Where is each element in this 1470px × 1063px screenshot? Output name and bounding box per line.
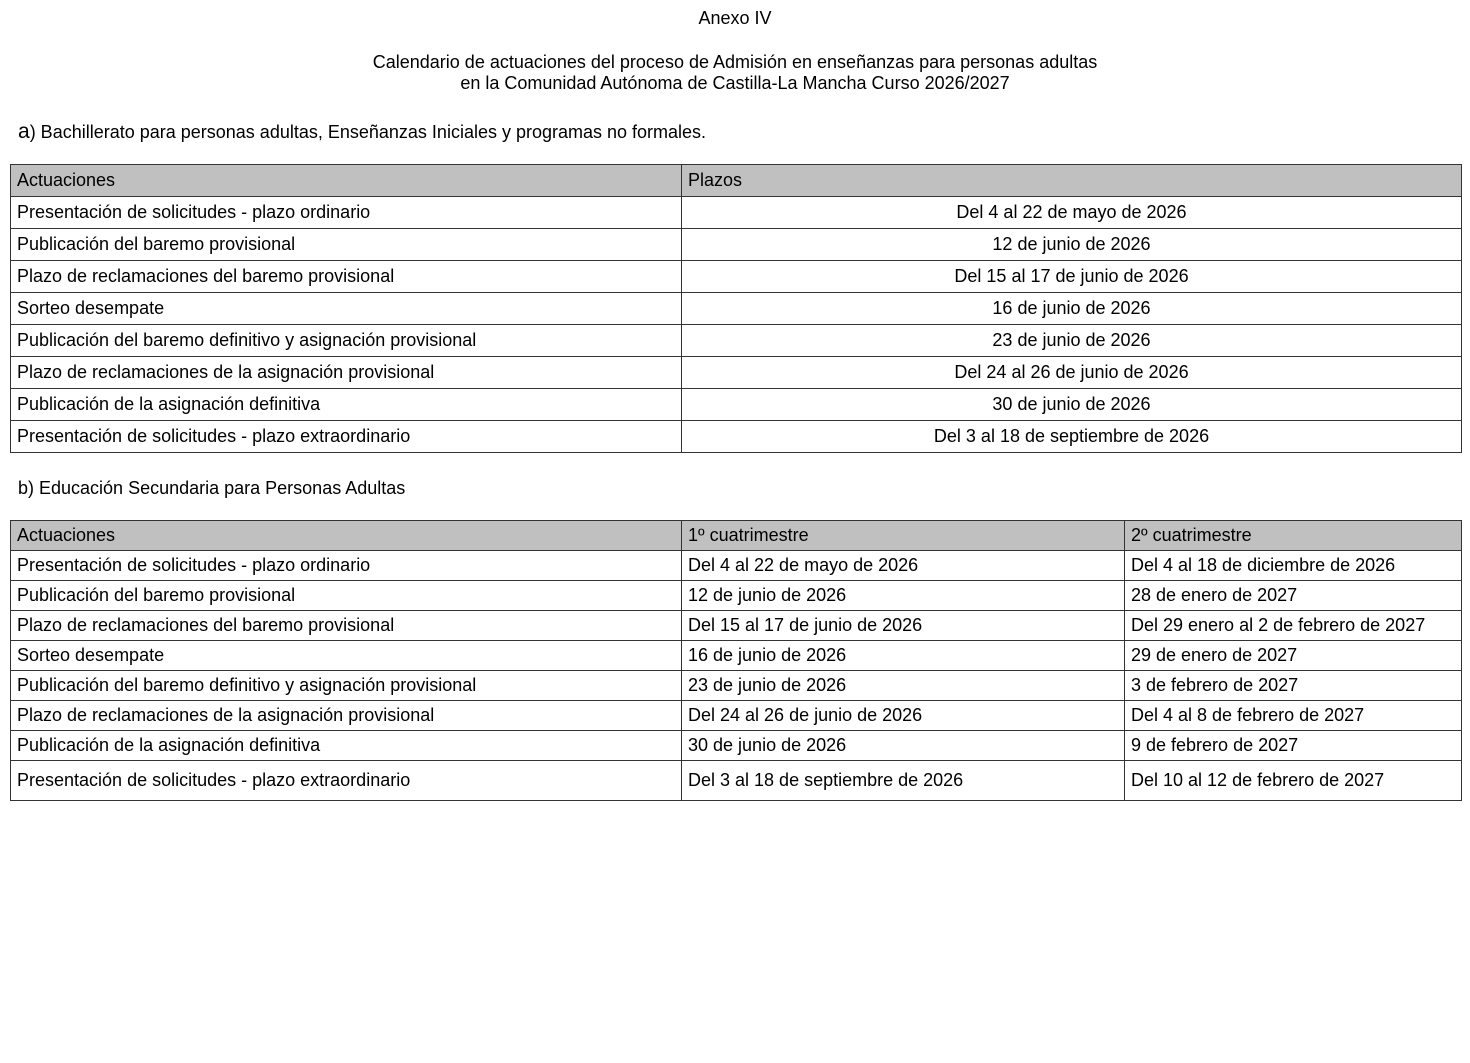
action-cell: Publicación de la asignación definitiva xyxy=(11,389,682,421)
table-row xyxy=(11,293,1462,325)
table-row xyxy=(11,357,1462,389)
action-cell: Sorteo desempate xyxy=(11,293,682,325)
second-term-cell: Del 10 al 12 de febrero de 2027 xyxy=(1125,761,1462,801)
first-term-cell: 16 de junio de 2026 xyxy=(682,641,1125,671)
table-row xyxy=(11,261,1462,293)
document-title-line-1: Calendario de actuaciones del proceso de Admisión en enseñanzas para personas adultas xyxy=(372,52,1098,72)
section-a-letter: a xyxy=(18,120,30,143)
action-cell: Presentación de solicitudes - plazo extraordinario xyxy=(11,761,682,801)
second-term-cell: Del 4 al 18 de diciembre de 2026 xyxy=(1125,551,1462,581)
annex-title: Anexo IV xyxy=(698,8,772,28)
action-cell: Publicación del baremo definitivo y asignación provisional xyxy=(11,671,682,701)
table-row xyxy=(11,701,1462,731)
column-header-plazos: Plazos xyxy=(682,165,1462,197)
action-cell: Publicación del baremo definitivo y asignación provisional xyxy=(11,325,682,357)
table-header-row xyxy=(11,165,1462,197)
deadline-cell: 16 de junio de 2026 xyxy=(682,293,1462,325)
table-row xyxy=(11,389,1462,421)
table-row xyxy=(11,325,1462,357)
table-row xyxy=(11,229,1462,261)
first-term-cell: 23 de junio de 2026 xyxy=(682,671,1125,701)
table-row xyxy=(11,421,1462,453)
table-header-row xyxy=(11,521,1462,551)
deadline-cell: 23 de junio de 2026 xyxy=(682,325,1462,357)
table-row xyxy=(11,197,1462,229)
table-row xyxy=(11,611,1462,641)
second-term-cell: 29 de enero de 2027 xyxy=(1125,641,1462,671)
action-cell: Plazo de reclamaciones del baremo provisional xyxy=(11,261,682,293)
deadline-cell: 12 de junio de 2026 xyxy=(682,229,1462,261)
first-term-cell: Del 3 al 18 de septiembre de 2026 xyxy=(682,761,1125,801)
action-cell: Plazo de reclamaciones del baremo provisional xyxy=(11,611,682,641)
deadline-cell: Del 3 al 18 de septiembre de 2026 xyxy=(682,421,1462,453)
table-row xyxy=(11,551,1462,581)
second-term-cell: Del 4 al 8 de febrero de 2027 xyxy=(1125,701,1462,731)
table-row xyxy=(11,641,1462,671)
action-cell: Publicación del baremo provisional xyxy=(11,581,682,611)
action-cell: Presentación de solicitudes - plazo extraordinario xyxy=(11,421,682,453)
deadline-cell: Del 4 al 22 de mayo de 2026 xyxy=(682,197,1462,229)
second-term-cell: 3 de febrero de 2027 xyxy=(1125,671,1462,701)
action-cell: Plazo de reclamaciones de la asignación provisional xyxy=(11,357,682,389)
table-row xyxy=(11,671,1462,701)
action-cell: Publicación del baremo provisional xyxy=(11,229,682,261)
second-term-cell: 9 de febrero de 2027 xyxy=(1125,731,1462,761)
column-header-actuaciones: Actuaciones xyxy=(11,521,682,551)
second-term-cell: Del 29 enero al 2 de febrero de 2027 xyxy=(1125,611,1462,641)
bachillerato-calendar-table xyxy=(10,164,1462,453)
section-b-heading: b) Educación Secundaria para Personas Adultas xyxy=(18,478,406,498)
action-cell: Presentación de solicitudes - plazo ordinario xyxy=(11,551,682,581)
action-cell: Sorteo desempate xyxy=(11,641,682,671)
first-term-cell: Del 15 al 17 de junio de 2026 xyxy=(682,611,1125,641)
table-row xyxy=(11,761,1462,801)
section-a-heading-text: ) Bachillerato para personas adultas, Enseñanzas Iniciales y programas no formales. xyxy=(29,122,707,142)
deadline-cell: 30 de junio de 2026 xyxy=(682,389,1462,421)
column-header-second-term: 2º cuatrimestre xyxy=(1125,521,1462,551)
action-cell: Publicación de la asignación definitiva xyxy=(11,731,682,761)
column-header-actuaciones: Actuaciones xyxy=(11,165,682,197)
table-row xyxy=(11,581,1462,611)
second-term-cell: 28 de enero de 2027 xyxy=(1125,581,1462,611)
action-cell: Presentación de solicitudes - plazo ordinario xyxy=(11,197,682,229)
deadline-cell: Del 15 al 17 de junio de 2026 xyxy=(682,261,1462,293)
first-term-cell: 12 de junio de 2026 xyxy=(682,581,1125,611)
table-row xyxy=(11,731,1462,761)
action-cell: Plazo de reclamaciones de la asignación provisional xyxy=(11,701,682,731)
first-term-cell: Del 4 al 22 de mayo de 2026 xyxy=(682,551,1125,581)
document-title-line-2: en la Comunidad Autónoma de Castilla-La Mancha Curso 2026/2027 xyxy=(460,73,1010,93)
secundaria-calendar-table xyxy=(10,520,1462,801)
first-term-cell: Del 24 al 26 de junio de 2026 xyxy=(682,701,1125,731)
document-title xyxy=(0,52,1470,94)
column-header-first-term: 1º cuatrimestre xyxy=(682,521,1125,551)
deadline-cell: Del 24 al 26 de junio de 2026 xyxy=(682,357,1462,389)
section-a-heading xyxy=(18,120,706,144)
first-term-cell: 30 de junio de 2026 xyxy=(682,731,1125,761)
